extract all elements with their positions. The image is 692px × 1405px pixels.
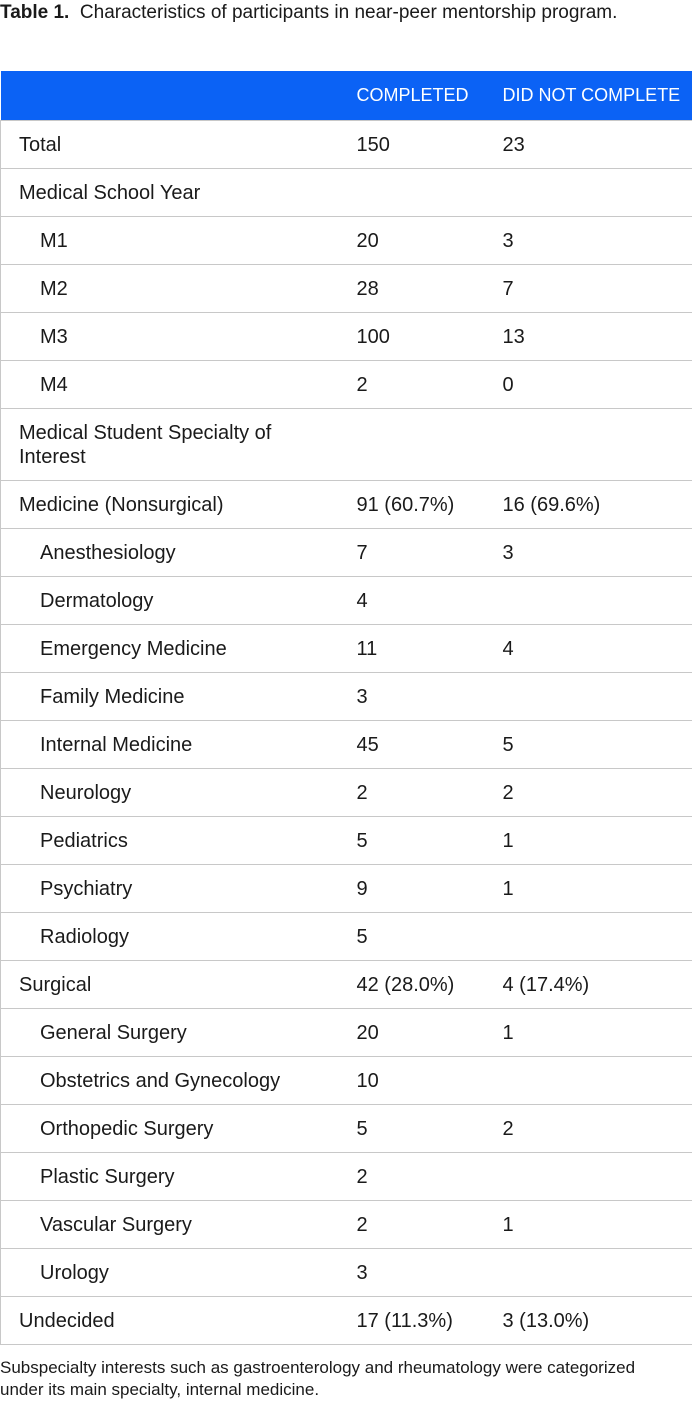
- table-row: [1, 961, 692, 1009]
- completed-cell: 5: [339, 1105, 485, 1153]
- did-not-complete-cell: 0: [485, 361, 692, 409]
- row-label: Pediatrics: [1, 817, 339, 865]
- table-row: [1, 481, 692, 529]
- did-not-complete-cell: [485, 409, 692, 481]
- header-label-column: [1, 71, 339, 121]
- row-label: Medical School Year: [1, 169, 339, 217]
- table-row: [1, 409, 692, 481]
- row-label: M1: [1, 217, 339, 265]
- row-label: Internal Medicine: [1, 721, 339, 769]
- table-row: [1, 625, 692, 673]
- completed-cell: 10: [339, 1057, 485, 1105]
- row-label: Medical Student Specialty of Interest: [1, 409, 339, 481]
- header-row: [1, 71, 692, 121]
- row-label: Urology: [1, 1249, 339, 1297]
- completed-cell: 20: [339, 1009, 485, 1057]
- table-caption: [0, 0, 680, 25]
- completed-cell: 2: [339, 1153, 485, 1201]
- row-label: M2: [1, 265, 339, 313]
- table-row: [1, 265, 692, 313]
- table-row: [1, 577, 692, 625]
- completed-cell: 100: [339, 313, 485, 361]
- participants-table: [0, 71, 692, 1345]
- table-row: [1, 721, 692, 769]
- completed-cell: 11: [339, 625, 485, 673]
- table-row: [1, 817, 692, 865]
- header-did-not-complete: DID NOT COMPLETE: [502, 85, 681, 105]
- table-row: [1, 1201, 692, 1249]
- completed-cell: 42 (28.0%): [339, 961, 485, 1009]
- table-row: [1, 673, 692, 721]
- completed-cell: 28: [339, 265, 485, 313]
- did-not-complete-cell: 13: [485, 313, 692, 361]
- row-label: Radiology: [1, 913, 339, 961]
- table-row: [1, 1297, 692, 1345]
- completed-cell: 2: [339, 361, 485, 409]
- row-label: Medicine (Nonsurgical): [1, 481, 339, 529]
- row-label: Emergency Medicine: [1, 625, 339, 673]
- table-row: [1, 169, 692, 217]
- did-not-complete-cell: 4: [485, 625, 692, 673]
- did-not-complete-cell: [485, 1249, 692, 1297]
- did-not-complete-cell: 3: [485, 217, 692, 265]
- completed-cell: 45: [339, 721, 485, 769]
- row-label: Obstetrics and Gynecology: [1, 1057, 339, 1105]
- table-body: [1, 121, 692, 1345]
- did-not-complete-cell: 7: [485, 265, 692, 313]
- table-row: [1, 1249, 692, 1297]
- completed-cell: 3: [339, 673, 485, 721]
- completed-cell: 7: [339, 529, 485, 577]
- completed-cell: 2: [339, 769, 485, 817]
- did-not-complete-cell: 23: [485, 121, 692, 169]
- table-row: [1, 313, 692, 361]
- did-not-complete-cell: [485, 913, 692, 961]
- completed-cell: 9: [339, 865, 485, 913]
- table-row: [1, 913, 692, 961]
- did-not-complete-cell: 2: [485, 769, 692, 817]
- completed-cell: 3: [339, 1249, 485, 1297]
- table-row: [1, 529, 692, 577]
- table-row: [1, 865, 692, 913]
- did-not-complete-cell: [485, 169, 692, 217]
- did-not-complete-cell: 16 (69.6%): [485, 481, 692, 529]
- completed-cell: [339, 409, 485, 481]
- table-row: [1, 121, 692, 169]
- row-label: Surgical: [1, 961, 339, 1009]
- table-label: Table 1.: [0, 2, 70, 23]
- did-not-complete-cell: [485, 1153, 692, 1201]
- row-label: Psychiatry: [1, 865, 339, 913]
- table-row: [1, 1009, 692, 1057]
- did-not-complete-cell: 1: [485, 1009, 692, 1057]
- row-label: Undecided: [1, 1297, 339, 1345]
- table-row: [1, 1057, 692, 1105]
- table-row: [1, 361, 692, 409]
- did-not-complete-cell: 1: [485, 865, 692, 913]
- completed-cell: 150: [339, 121, 485, 169]
- completed-cell: 17 (11.3%): [339, 1297, 485, 1345]
- table-footnote: Subspecialty interests such as gastroenterology and rheumatology were categorized under its main specialty, internal medicine.: [0, 1358, 636, 1399]
- row-label: Dermatology: [1, 577, 339, 625]
- table-container: [0, 71, 692, 1345]
- row-label: Neurology: [1, 769, 339, 817]
- completed-cell: 5: [339, 817, 485, 865]
- did-not-complete-cell: 1: [485, 1201, 692, 1249]
- row-label: M3: [1, 313, 339, 361]
- did-not-complete-cell: [485, 577, 692, 625]
- table-caption-text: Characteristics of participants in near-peer mentorship program.: [79, 2, 618, 23]
- row-label: M4: [1, 361, 339, 409]
- table-row: [1, 1105, 692, 1153]
- did-not-complete-cell: 2: [485, 1105, 692, 1153]
- row-label: General Surgery: [1, 1009, 339, 1057]
- table-row: [1, 217, 692, 265]
- did-not-complete-cell: 4 (17.4%): [485, 961, 692, 1009]
- completed-cell: 2: [339, 1201, 485, 1249]
- table-row: [1, 1153, 692, 1201]
- completed-cell: 4: [339, 577, 485, 625]
- table-header: [1, 71, 692, 121]
- did-not-complete-cell: [485, 673, 692, 721]
- row-label: Anesthesiology: [1, 529, 339, 577]
- row-label: Total: [1, 121, 339, 169]
- row-label: Family Medicine: [1, 673, 339, 721]
- did-not-complete-cell: 3 (13.0%): [485, 1297, 692, 1345]
- completed-cell: 5: [339, 913, 485, 961]
- did-not-complete-cell: 3: [485, 529, 692, 577]
- header-completed: COMPLETED: [356, 85, 469, 105]
- completed-cell: 20: [339, 217, 485, 265]
- did-not-complete-cell: 1: [485, 817, 692, 865]
- row-label: Orthopedic Surgery: [1, 1105, 339, 1153]
- row-label: Vascular Surgery: [1, 1201, 339, 1249]
- did-not-complete-cell: [485, 1057, 692, 1105]
- table-row: [1, 769, 692, 817]
- row-label: Plastic Surgery: [1, 1153, 339, 1201]
- completed-cell: 91 (60.7%): [339, 481, 485, 529]
- completed-cell: [339, 169, 485, 217]
- did-not-complete-cell: 5: [485, 721, 692, 769]
